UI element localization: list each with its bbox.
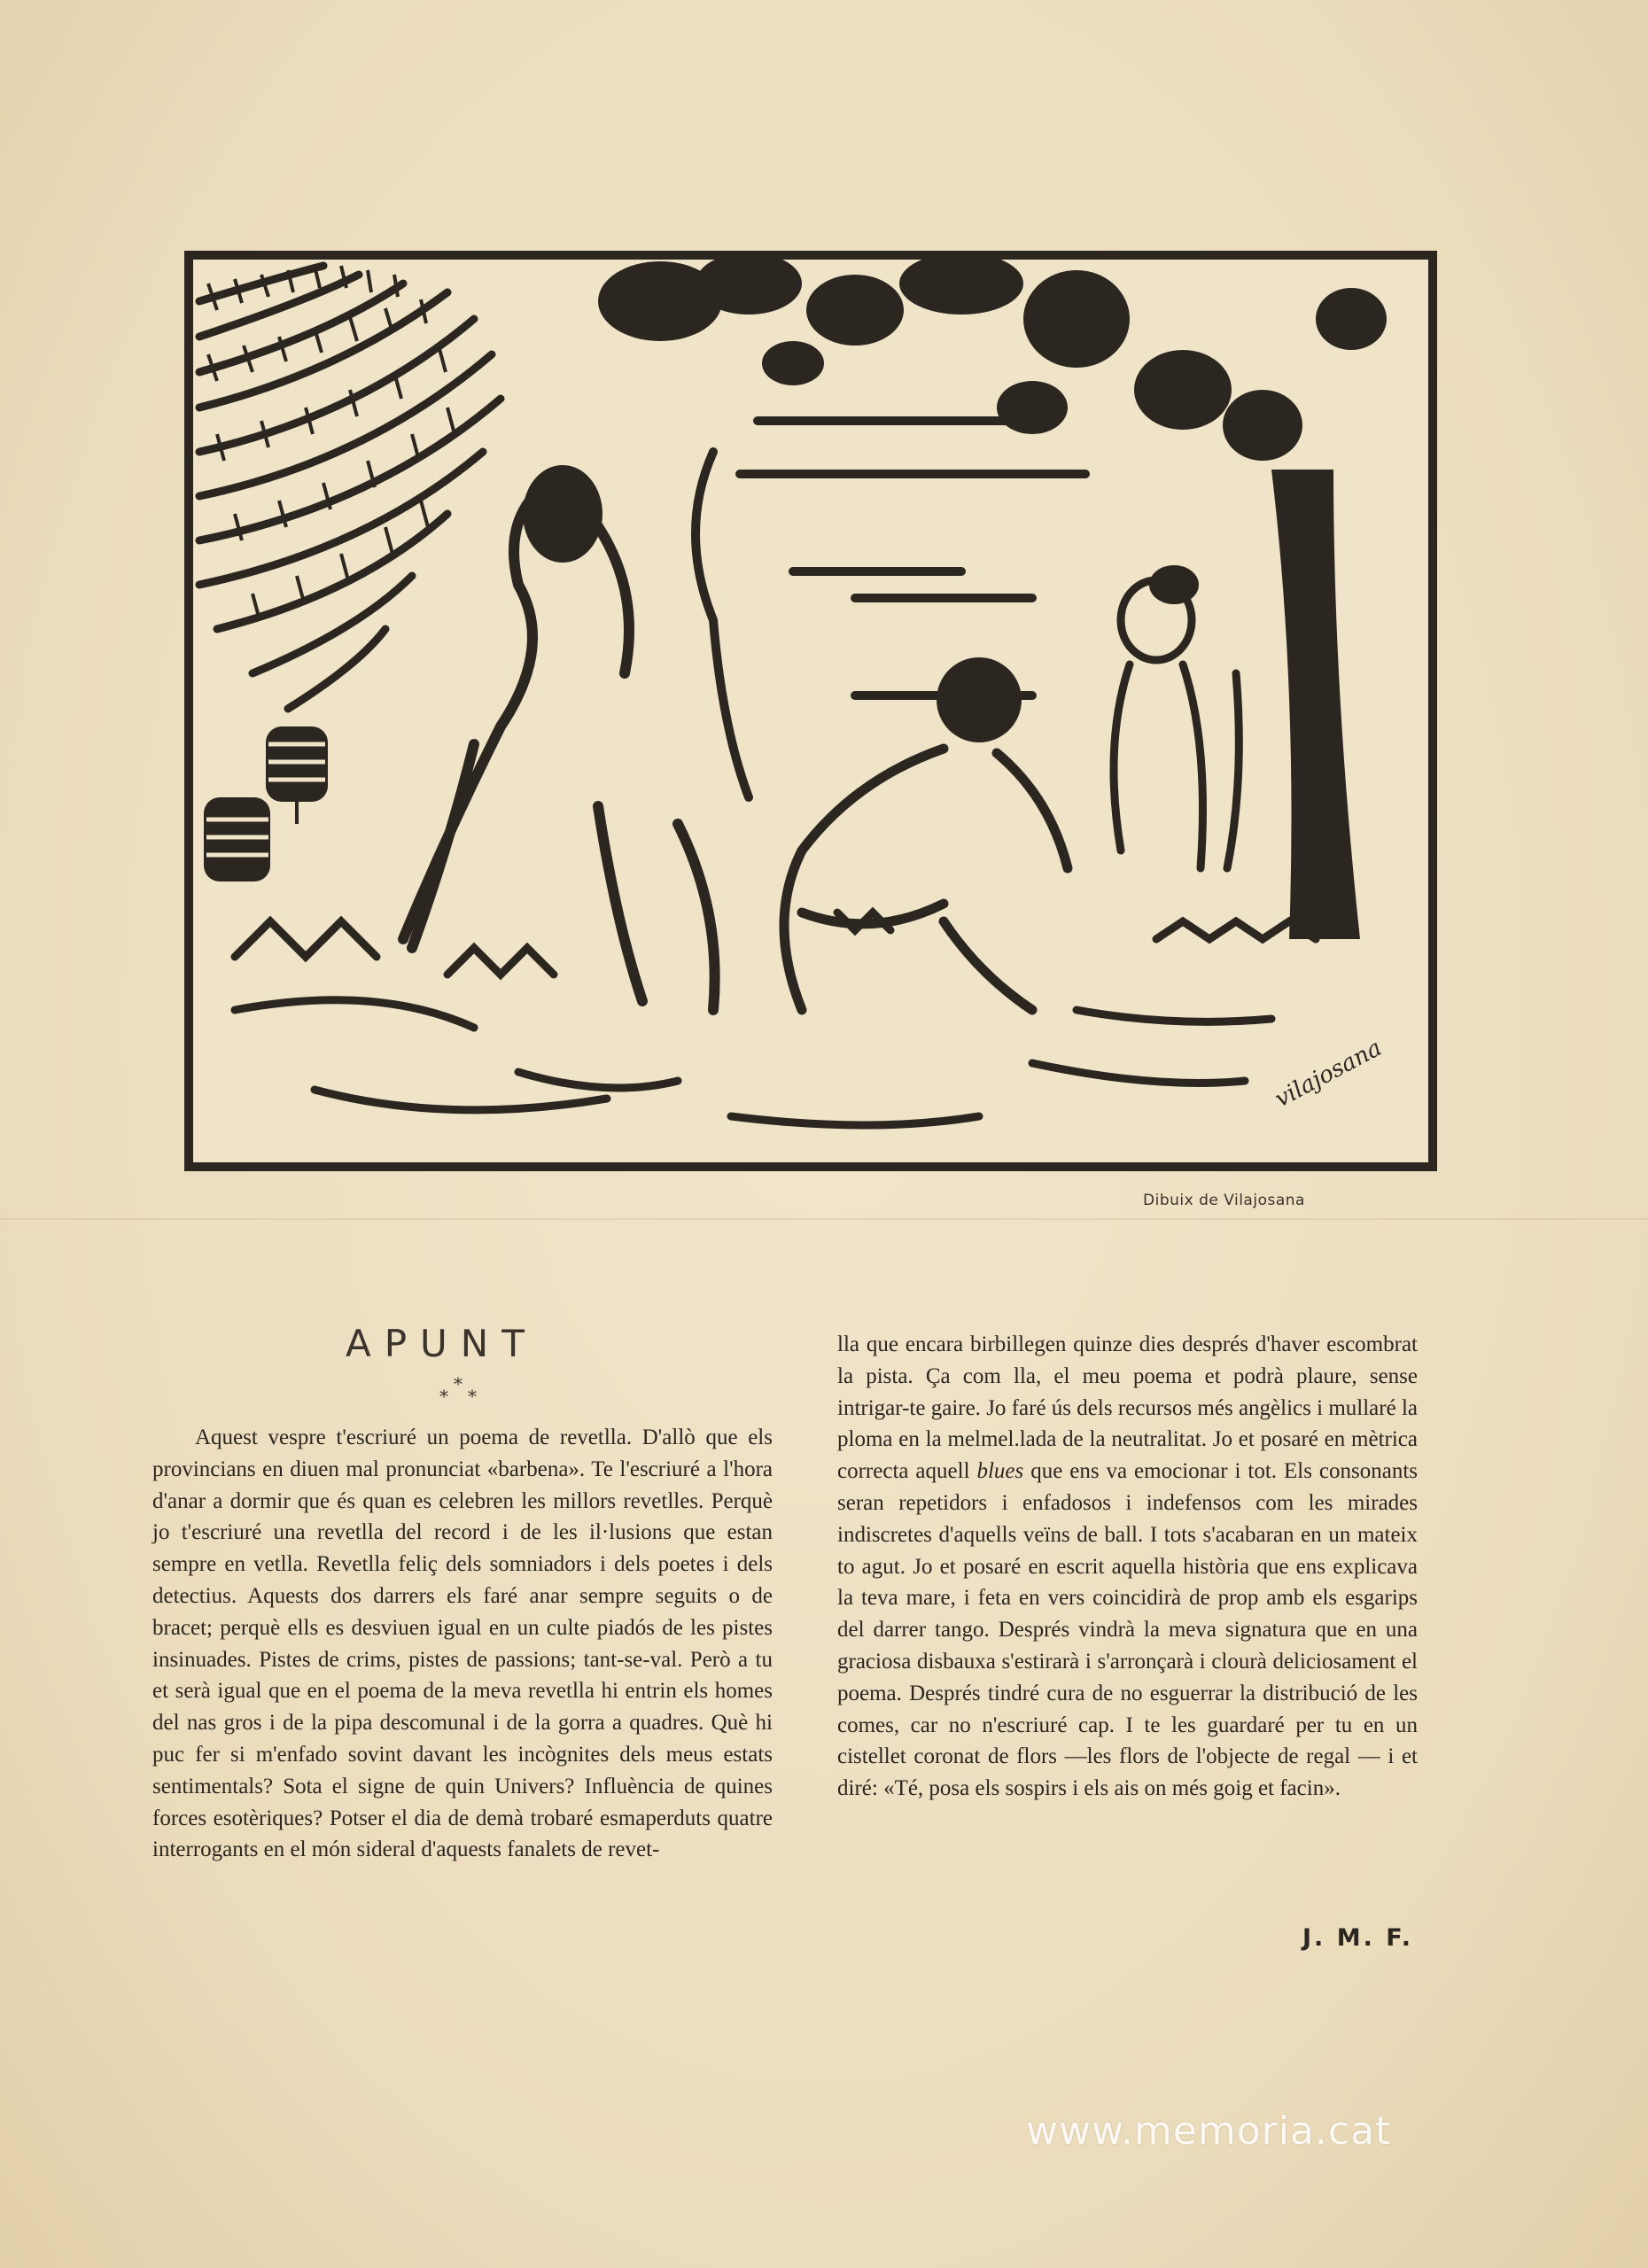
italic-word-blues: blues bbox=[976, 1459, 1024, 1484]
article-title: APUNT bbox=[346, 1322, 538, 1365]
author-signature: J. M. F. bbox=[1302, 1924, 1413, 1952]
article-column-left bbox=[152, 1422, 773, 1866]
illustration-caption: Dibuix de Vilajosana bbox=[1143, 1192, 1305, 1209]
article-column-right bbox=[837, 1329, 1418, 1805]
article-body-right bbox=[837, 1329, 1418, 1805]
article-body-left: Aquest vespre t'escriuré un poema de revetlla. D'allò que els provincians en diuen mal pronunciat «barbena». Te l'escriuré a l'hora d'anar a dormir que és quan es celebren les millors revetlles. Perquè jo t'escriuré una revetlla del record i de les il·lusions que estan sempre en vetlla. Revetlla feliç dels somniadors i dels poetes i dels detectius. Aquests dos darrers els faré anar sempre seguits o de bracet; perquè ells es desviuen igual en un culte piadós de les pistes insinuades. Pistes de crims, pistes de passions; tant-se-val. Però a tu et serà igual que en el poema de la meva revetlla hi entrin els homes del nas gros i de la pipa descomunal i de la gorra a quadres. Què hi puc fer si m'enfado sovint davant les incògnites dels meus estats sentimentals? Sota el signe de quin Univers? Influència de quines forces esotèriques? Potser el dia de demà trobaré esmaperduts quatre interrogants en el món sideral d'aquests fanalets de revet- bbox=[152, 1425, 773, 1862]
woodcut-illustration bbox=[182, 248, 1440, 1174]
watermark: www.memoria.cat bbox=[1026, 2109, 1392, 2154]
article-body-right-part2: que ens va emocionar i tot. Els consonants seran repetidors i enfadosos i indefensos com les mirades indiscretes d'aquells veïns de ball. I tots s'acabaran en un mateix to agut. Jo et posaré en escrit aquella història que ens explicava la teva mare, i feta en vers coincidirà de prop amb els esgarips del darrer tango. Després vindrà la meva signatura que en una graciosa disbauxa s'estirarà i s'arronçarà i clourà deliciosament el poema. Després tindré cura de no esguerrar la distribució de les comes, car no n'escriuré cap. I te les guardaré per tu en un cistellet coronat de flors —les flors de l'objecte de regal — i et diré: «Té, posa els sospirs i els ais on més goig et facin». bbox=[837, 1459, 1418, 1801]
article-body-right-part1: lla que encara birbillegen quinze dies després d'haver escombrat la pista. Ça com lla, el meu poema et podrà plaure, sense intrigar-te gaire. Jo faré ús dels recursos més angèlics i mullaré la ploma en la melmel.lada de la neutralitat. Jo et posaré en mètrica correcta aquell bbox=[837, 1332, 1418, 1484]
svg-text:vilajosana: vilajosana bbox=[1271, 1034, 1387, 1114]
paper-fold bbox=[0, 1218, 1648, 1220]
asterism-ornament: * * * bbox=[439, 1373, 477, 1407]
